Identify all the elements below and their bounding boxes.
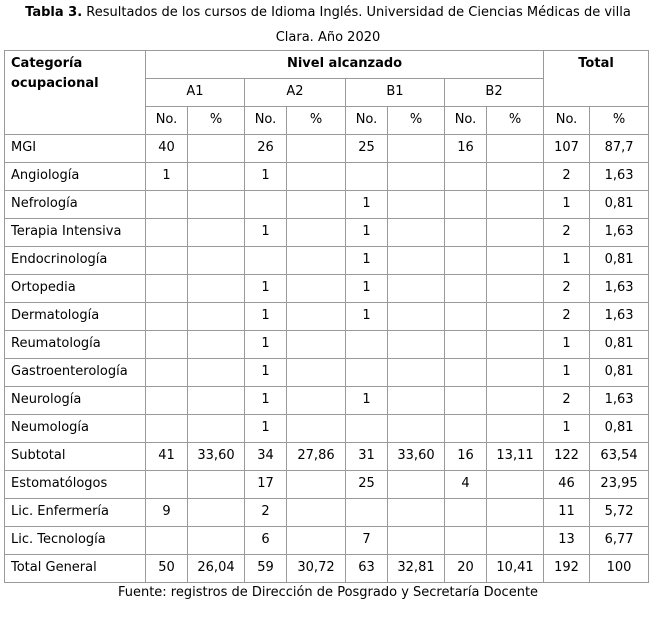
table-cell	[487, 303, 544, 331]
row-label: Lic. Enfermería	[5, 499, 146, 527]
table-cell: 26	[245, 135, 287, 163]
header-level-b2: B2	[445, 79, 544, 107]
table-cell	[445, 219, 487, 247]
table-cell	[346, 359, 388, 387]
table-cell	[346, 415, 388, 443]
table-cell	[388, 415, 445, 443]
table-cell: 27,86	[287, 443, 346, 471]
caption-text: Resultados de los cursos de Idioma Inglés. Universidad de Ciencias Médicas de villa	[82, 5, 631, 20]
table-cell: 50	[146, 555, 188, 583]
table-cell	[146, 219, 188, 247]
table-cell	[146, 331, 188, 359]
table-cell	[146, 303, 188, 331]
table-cell: 25	[346, 471, 388, 499]
table-cell: 1	[544, 415, 590, 443]
table-cell: 107	[544, 135, 590, 163]
table-cell	[445, 163, 487, 191]
table-cell	[287, 191, 346, 219]
table-cell	[287, 303, 346, 331]
table-cell	[388, 387, 445, 415]
table-cell: 1,63	[590, 303, 649, 331]
table-cell: 1	[346, 191, 388, 219]
table-cell	[188, 303, 245, 331]
header-row-1	[5, 51, 649, 79]
table-cell	[388, 303, 445, 331]
row-label: Reumatología	[5, 331, 146, 359]
table-cell: 1	[245, 275, 287, 303]
table-cell	[146, 415, 188, 443]
row-label: Lic. Tecnología	[5, 527, 146, 555]
table-cell	[287, 527, 346, 555]
caption-line-2: Clara. Año 2020	[275, 30, 381, 45]
table-cell: 122	[544, 443, 590, 471]
table-cell	[487, 387, 544, 415]
table-cell	[388, 471, 445, 499]
table-row	[5, 135, 649, 163]
table-cell: 1,63	[590, 387, 649, 415]
table-row	[5, 163, 649, 191]
table-cell: 1	[346, 387, 388, 415]
table-cell	[346, 499, 388, 527]
table-cell	[188, 163, 245, 191]
table-cell: 2	[544, 219, 590, 247]
table-cell: 26,04	[188, 555, 245, 583]
table-cell	[487, 499, 544, 527]
header-pct: %	[487, 107, 544, 135]
table-cell: 1	[245, 163, 287, 191]
table-cell	[188, 275, 245, 303]
header-category: Categoría ocupacional	[5, 51, 146, 135]
table-row	[5, 415, 649, 443]
table-cell: 30,72	[287, 555, 346, 583]
table-cell	[346, 163, 388, 191]
table-cell	[146, 387, 188, 415]
table-cell: 0,81	[590, 191, 649, 219]
table-cell	[287, 331, 346, 359]
table-cell: 1,63	[590, 219, 649, 247]
table-cell: 0,81	[590, 359, 649, 387]
header-level-a2: A2	[245, 79, 346, 107]
header-no: No.	[544, 107, 590, 135]
header-total: Total	[544, 51, 649, 107]
table-cell	[487, 135, 544, 163]
table-cell: 4	[445, 471, 487, 499]
table-cell: 2	[544, 275, 590, 303]
table-cell	[287, 499, 346, 527]
table-cell	[445, 527, 487, 555]
table-cell: 2	[544, 303, 590, 331]
table-cell: 1,63	[590, 163, 649, 191]
header-level-b1: B1	[346, 79, 445, 107]
table-cell: 25	[346, 135, 388, 163]
header-pct: %	[388, 107, 445, 135]
table-cell	[487, 471, 544, 499]
table-cell: 59	[245, 555, 287, 583]
table-row	[5, 555, 649, 583]
table-cell	[445, 331, 487, 359]
table-cell: 1	[346, 247, 388, 275]
table-cell: 1	[245, 415, 287, 443]
table-cell	[287, 247, 346, 275]
table-cell	[287, 163, 346, 191]
row-label: Neurología	[5, 387, 146, 415]
table-cell: 16	[445, 135, 487, 163]
table-cell: 1	[544, 331, 590, 359]
table-cell: 9	[146, 499, 188, 527]
table-cell	[487, 219, 544, 247]
table-cell: 1,63	[590, 275, 649, 303]
table-cell	[245, 247, 287, 275]
header-no: No.	[245, 107, 287, 135]
header-no: No.	[346, 107, 388, 135]
table-cell	[487, 359, 544, 387]
table-cell: 0,81	[590, 331, 649, 359]
table-cell	[287, 135, 346, 163]
table-cell: 16	[445, 443, 487, 471]
table-cell	[245, 191, 287, 219]
table-cell: 41	[146, 443, 188, 471]
table-cell: 13,11	[487, 443, 544, 471]
table-cell	[388, 499, 445, 527]
table-cell	[445, 415, 487, 443]
table-cell	[487, 191, 544, 219]
row-label: Nefrología	[5, 191, 146, 219]
table-row	[5, 499, 649, 527]
table-row	[5, 527, 649, 555]
row-label: Subtotal	[5, 443, 146, 471]
table-cell	[388, 135, 445, 163]
table-row	[5, 359, 649, 387]
source-note: Fuente: registros de Dirección de Posgrado y Secretaría Docente	[117, 585, 539, 600]
table-cell	[388, 191, 445, 219]
table-cell: 2	[245, 499, 287, 527]
header-pct: %	[287, 107, 346, 135]
table-cell: 1	[544, 359, 590, 387]
header-level-a1: A1	[146, 79, 245, 107]
table-row	[5, 303, 649, 331]
table-cell: 192	[544, 555, 590, 583]
table-cell: 23,95	[590, 471, 649, 499]
table-cell: 5,72	[590, 499, 649, 527]
table-row	[5, 471, 649, 499]
table-cell: 40	[146, 135, 188, 163]
table-cell: 0,81	[590, 415, 649, 443]
table-cell	[287, 359, 346, 387]
table-cell	[287, 219, 346, 247]
table-cell	[388, 331, 445, 359]
table-cell: 1	[245, 359, 287, 387]
table-cell	[146, 247, 188, 275]
row-label: MGI	[5, 135, 146, 163]
table-cell	[146, 527, 188, 555]
table-cell	[287, 387, 346, 415]
table-cell: 1	[346, 275, 388, 303]
table-cell: 87,7	[590, 135, 649, 163]
table-row	[5, 331, 649, 359]
table-cell	[388, 275, 445, 303]
table-cell	[445, 359, 487, 387]
table-cell: 1	[245, 387, 287, 415]
row-label: Estomatólogos	[5, 471, 146, 499]
table-cell	[388, 219, 445, 247]
table-cell	[487, 163, 544, 191]
table-cell: 33,60	[388, 443, 445, 471]
table-row	[5, 387, 649, 415]
table-cell	[445, 303, 487, 331]
table-cell: 34	[245, 443, 287, 471]
table-cell	[346, 331, 388, 359]
header-pct: %	[590, 107, 649, 135]
table-cell: 7	[346, 527, 388, 555]
table-cell	[487, 275, 544, 303]
table-cell	[388, 247, 445, 275]
table-row	[5, 191, 649, 219]
table-cell	[146, 275, 188, 303]
table-row	[5, 219, 649, 247]
table-cell	[188, 415, 245, 443]
table-cell	[388, 527, 445, 555]
header-no: No.	[445, 107, 487, 135]
table-cell	[146, 471, 188, 499]
table-cell	[188, 135, 245, 163]
table-cell: 32,81	[388, 555, 445, 583]
caption-line-1	[0, 0, 656, 25]
table-cell: 6,77	[590, 527, 649, 555]
table-cell	[445, 499, 487, 527]
row-label: Endocrinología	[5, 247, 146, 275]
table-cell: 17	[245, 471, 287, 499]
header-pct: %	[188, 107, 245, 135]
table-cell: 1	[146, 163, 188, 191]
table-cell	[487, 415, 544, 443]
table-cell	[487, 331, 544, 359]
table-cell: 100	[590, 555, 649, 583]
table-cell	[188, 247, 245, 275]
row-label: Gastroenterología	[5, 359, 146, 387]
table-cell	[146, 359, 188, 387]
table-cell: 11	[544, 499, 590, 527]
table-cell: 1	[245, 219, 287, 247]
row-label: Angiología	[5, 163, 146, 191]
table-cell	[445, 191, 487, 219]
table-cell: 13	[544, 527, 590, 555]
table-body	[5, 135, 649, 583]
row-label: Dermatología	[5, 303, 146, 331]
table-cell: 1	[346, 219, 388, 247]
table-cell	[188, 219, 245, 247]
row-label: Neumología	[5, 415, 146, 443]
table-cell: 2	[544, 163, 590, 191]
table-cell	[445, 275, 487, 303]
table-cell	[188, 387, 245, 415]
table-cell: 1	[544, 191, 590, 219]
caption-label: Tabla 3.	[25, 5, 83, 20]
results-table	[4, 50, 649, 583]
header-no: No.	[146, 107, 188, 135]
table-cell	[188, 359, 245, 387]
table-cell	[445, 247, 487, 275]
table-cell: 46	[544, 471, 590, 499]
table-cell: 1	[544, 247, 590, 275]
table-cell	[445, 387, 487, 415]
table-cell: 10,41	[487, 555, 544, 583]
table-cell: 63,54	[590, 443, 649, 471]
table-cell	[188, 331, 245, 359]
table-cell	[287, 471, 346, 499]
table-row	[5, 443, 649, 471]
table-cell: 20	[445, 555, 487, 583]
table-cell	[188, 471, 245, 499]
table-cell	[287, 275, 346, 303]
table-cell	[487, 527, 544, 555]
table-cell: 0,81	[590, 247, 649, 275]
table-cell: 6	[245, 527, 287, 555]
table-cell: 1	[245, 331, 287, 359]
table-cell: 2	[544, 387, 590, 415]
table-caption	[0, 0, 656, 50]
row-label: Terapia Intensiva	[5, 219, 146, 247]
table-cell	[188, 527, 245, 555]
table-cell	[287, 415, 346, 443]
table-cell: 1	[346, 303, 388, 331]
table-cell	[146, 191, 188, 219]
table-cell	[188, 191, 245, 219]
table-cell: 1	[245, 303, 287, 331]
table-cell: 63	[346, 555, 388, 583]
table-cell	[388, 359, 445, 387]
header-level: Nivel alcanzado	[146, 51, 544, 79]
table-cell	[188, 499, 245, 527]
row-label: Total General	[5, 555, 146, 583]
table-row	[5, 275, 649, 303]
table-cell: 31	[346, 443, 388, 471]
row-label: Ortopedia	[5, 275, 146, 303]
table-cell	[487, 247, 544, 275]
table-cell: 33,60	[188, 443, 245, 471]
table-row	[5, 247, 649, 275]
table-cell	[388, 163, 445, 191]
